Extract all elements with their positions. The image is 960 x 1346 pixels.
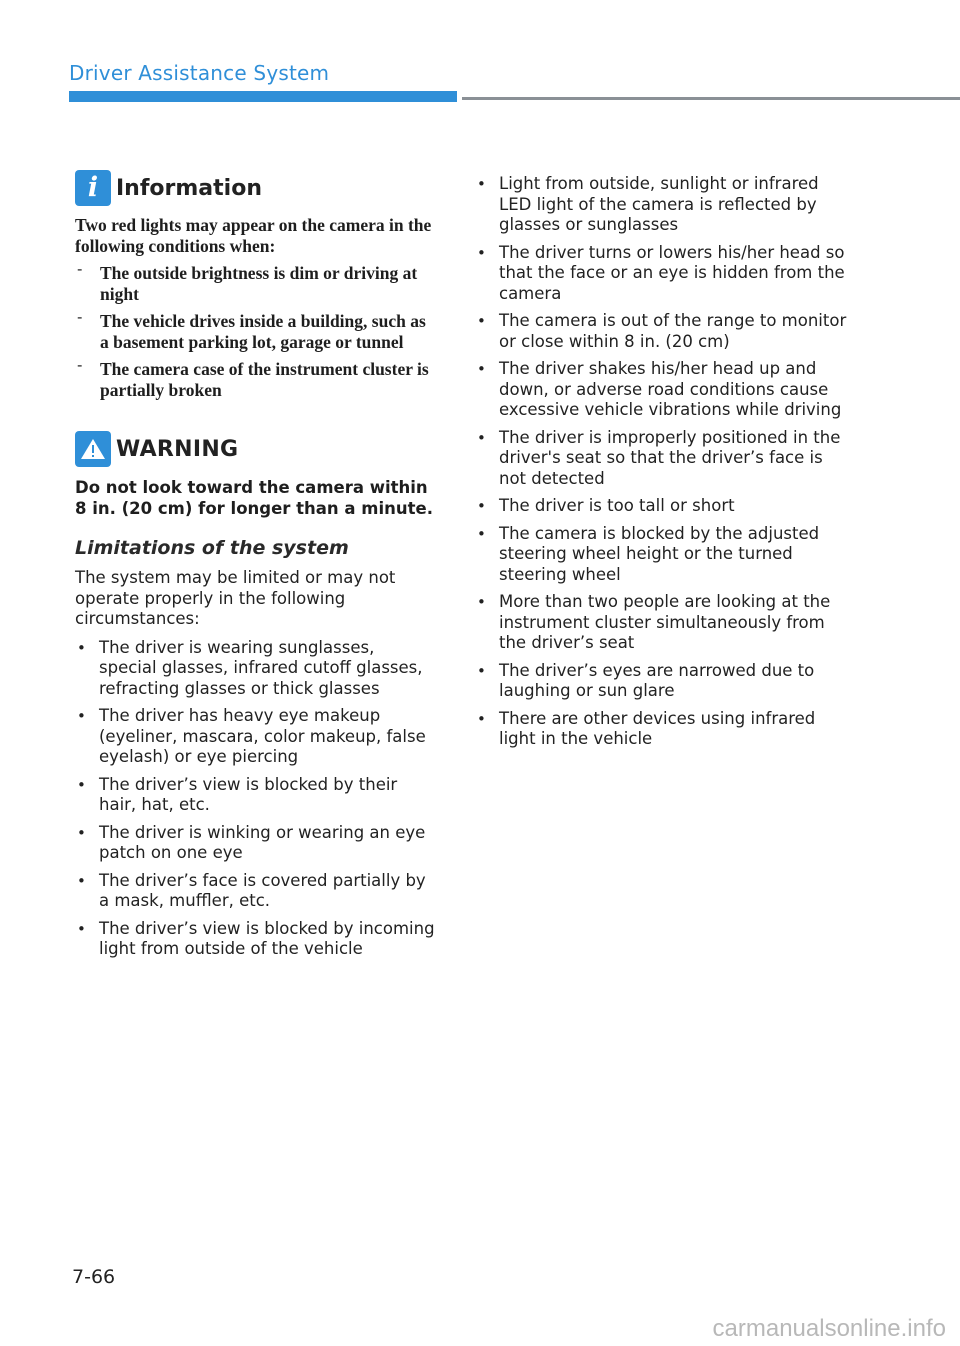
- information-item: - The camera case of the instrument cluster is partially broken: [75, 359, 435, 401]
- list-item: • The driver is wearing sunglasses, special glasses, infrared cutoff glasses, refracting glasses or thick glasses: [75, 638, 435, 700]
- information-list: [75, 263, 435, 401]
- header-rule-accent: [69, 91, 457, 102]
- list-item: • The driver’s eyes are narrowed due to laughing or sun glare: [475, 661, 850, 702]
- list-item: • The driver has heavy eye makeup (eyeliner, mascara, color makeup, false eyelash) or eye piercing: [75, 706, 435, 768]
- warning-icon: [75, 431, 111, 467]
- right-column: [475, 174, 850, 757]
- list-item: • The driver’s view is blocked by their hair, hat, etc.: [75, 775, 435, 816]
- list-item: • The camera is out of the range to monitor or close within 8 in. (20 cm): [475, 311, 850, 352]
- list-item: • The driver turns or lowers his/her head so that the face or an eye is hidden from the camera: [475, 243, 850, 305]
- information-intro: Two red lights may appear on the camera in the following conditions when:: [75, 215, 432, 256]
- header-rule-gray: [462, 97, 960, 100]
- limitations-heading: Limitations of the system: [75, 537, 349, 559]
- list-item: • The driver’s face is covered partially by a mask, muffler, etc.: [75, 871, 435, 912]
- warning-text: Do not look toward the camera within 8 in. (20 cm) for longer than a minute.: [75, 478, 433, 518]
- information-item: - The vehicle drives inside a building, such as a basement parking lot, garage or tunnel: [75, 311, 435, 353]
- list-item: • The driver is improperly positioned in the driver's seat so that the driver’s face is not detected: [475, 428, 850, 490]
- warning-title: WARNING: [116, 436, 239, 462]
- section-title: Driver Assistance System: [69, 61, 330, 85]
- list-item: • Light from outside, sunlight or infrared LED light of the camera is reflected by glasses or sunglasses: [475, 174, 850, 236]
- list-item: • The driver’s view is blocked by incoming light from outside of the vehicle: [75, 919, 435, 960]
- list-item: • The driver is too tall or short: [475, 496, 850, 517]
- info-icon: i: [75, 170, 111, 206]
- list-item: • There are other devices using infrared light in the vehicle: [475, 709, 850, 750]
- limitations-list-left: [75, 638, 435, 960]
- information-item: - The outside brightness is dim or driving at night: [75, 263, 435, 305]
- list-item: • The driver shakes his/her head up and down, or adverse road conditions cause excessive vehicle vibrations while driving: [475, 359, 850, 421]
- list-item: • The camera is blocked by the adjusted steering wheel height or the turned steering wheel: [475, 524, 850, 586]
- warning-heading: [75, 431, 435, 467]
- information-heading: [75, 170, 435, 206]
- left-column: [75, 170, 435, 967]
- page-number: 7-66: [72, 1266, 116, 1288]
- limitations-intro: The system may be limited or may not operate properly in the following circumstances:: [75, 568, 396, 628]
- watermark: carmanualsonline.info: [712, 1315, 946, 1342]
- limitations-list-right: [475, 174, 850, 750]
- information-title: Information: [116, 175, 262, 201]
- list-item: • The driver is winking or wearing an eye patch on one eye: [75, 823, 435, 864]
- list-item: • More than two people are looking at the instrument cluster simultaneously from the driver’s seat: [475, 592, 850, 654]
